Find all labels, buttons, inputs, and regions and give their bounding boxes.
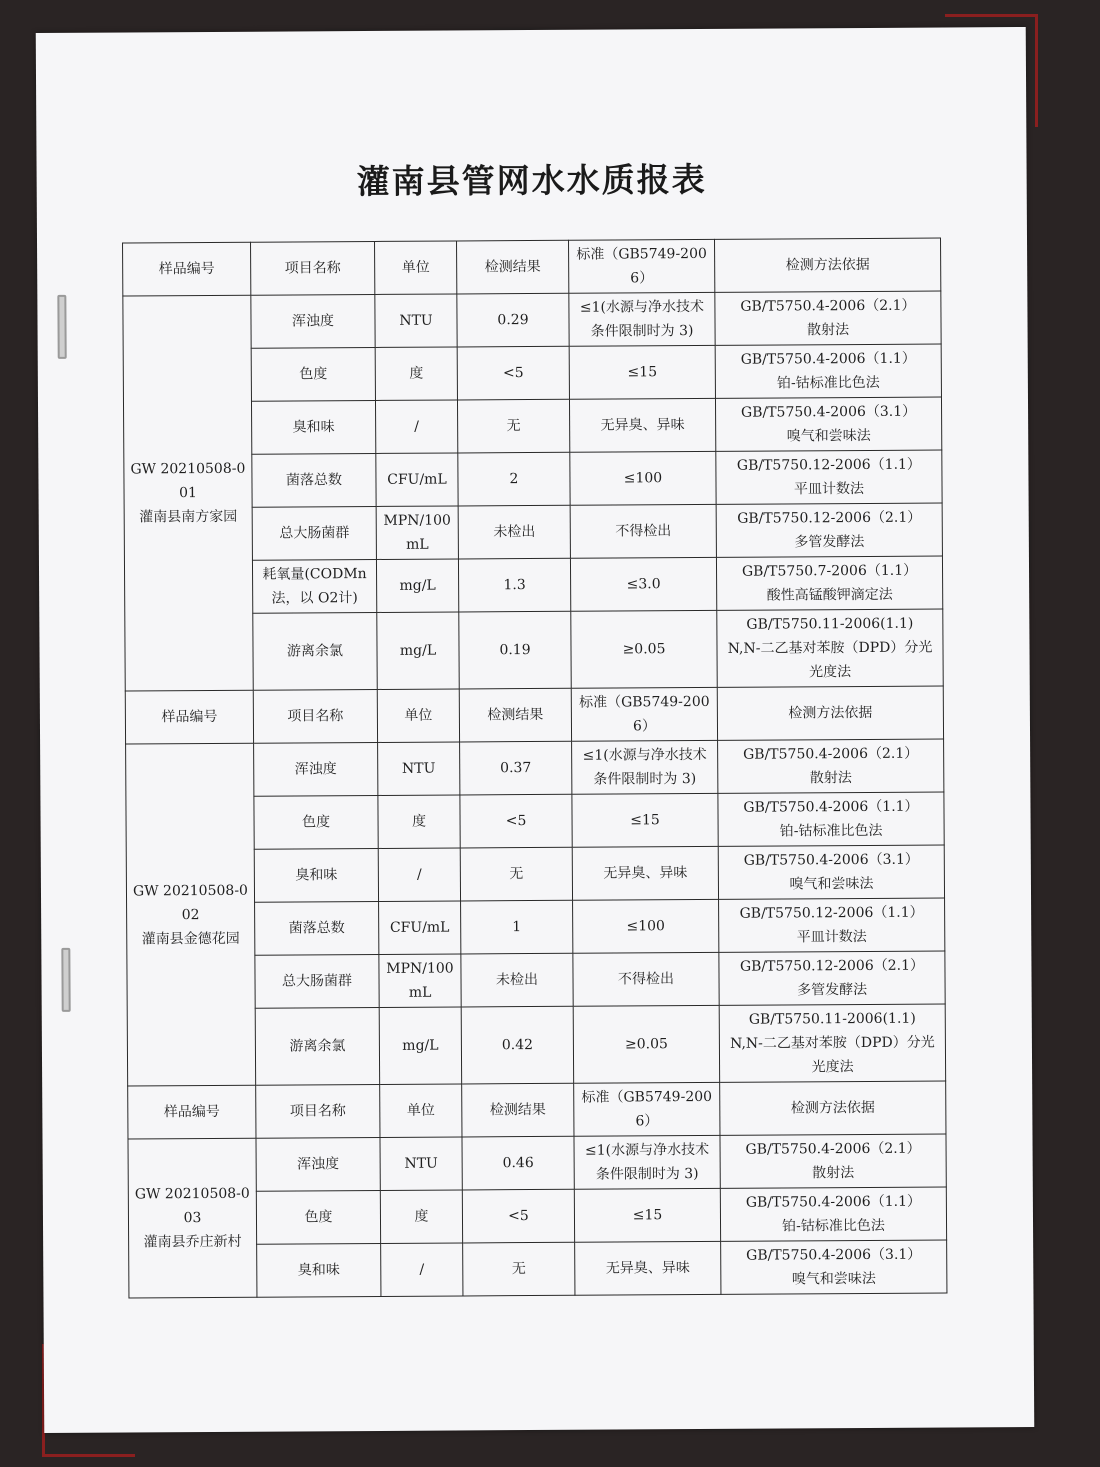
header-method: 检测方法依据 xyxy=(717,686,943,740)
method-name: 散射法 xyxy=(812,1165,855,1182)
method-cell xyxy=(715,291,941,345)
header-standard: 标准（GB5749-2006） xyxy=(569,239,715,293)
method-code: GB/T5750.4-2006（2.1） xyxy=(740,297,916,315)
sample-id: GW 20210508-002 xyxy=(132,882,248,923)
unit: mg/L xyxy=(379,1007,461,1084)
header-standard: 标准（GB5749-2006） xyxy=(571,687,717,741)
unit: CFU/mL xyxy=(376,453,458,506)
standard: ≤15 xyxy=(574,1188,720,1242)
result: 未检出 xyxy=(458,505,570,559)
method-name: 多管发酵法 xyxy=(794,533,865,551)
method-cell xyxy=(721,1240,947,1294)
item-name: 菌落总数 xyxy=(255,901,379,955)
header-item: 项目名称 xyxy=(256,1084,380,1138)
standard: ≤15 xyxy=(569,345,715,399)
method-code: GB/T5750.7-2006（1.1） xyxy=(741,562,918,580)
method-cell xyxy=(719,1004,945,1082)
method-name: 嗅气和尝味法 xyxy=(789,875,874,893)
method-code: GB/T5750.4-2006（2.1） xyxy=(745,1140,921,1158)
sample-site: 灌南县金德花园 xyxy=(141,930,240,947)
method-code: GB/T5750.12-2006（2.1） xyxy=(737,509,922,527)
method-code: GB/T5750.12-2006（1.1） xyxy=(736,456,921,474)
item-name: 耗氧量(CODMn法，以 O2计) xyxy=(252,559,376,613)
method-cell xyxy=(716,450,942,504)
method-name: 铂-钴标准比色法 xyxy=(779,822,883,840)
result: 1.3 xyxy=(458,558,570,612)
method-name: 多管发酵法 xyxy=(797,981,868,999)
item-name: 色度 xyxy=(251,347,375,401)
method-name: 嗅气和尝味法 xyxy=(786,427,871,445)
result: 0.29 xyxy=(457,293,569,347)
unit: MPN/100mL xyxy=(376,506,458,559)
header-result: 检测结果 xyxy=(462,1083,574,1137)
result: 0.37 xyxy=(460,741,572,795)
header-item: 项目名称 xyxy=(253,689,377,743)
sample-site: 灌南县南方家园 xyxy=(139,508,238,526)
result: 无 xyxy=(460,847,572,901)
header-method: 检测方法依据 xyxy=(715,238,941,292)
result: 0.19 xyxy=(459,611,571,689)
standard: 无异臭、异味 xyxy=(572,846,718,900)
sample-site: 灌南县乔庄新村 xyxy=(143,1233,242,1251)
method-cell xyxy=(718,739,944,793)
method-cell xyxy=(716,556,942,610)
method-code: GB/T5750.4-2006（3.1） xyxy=(746,1246,922,1264)
table-header-row xyxy=(125,686,943,744)
table-row xyxy=(128,1134,946,1192)
method-code: GB/T5750.12-2006（1.1） xyxy=(739,904,924,922)
header-sample-id: 样品编号 xyxy=(125,690,253,744)
standard: ≤3.0 xyxy=(570,557,716,611)
unit: 度 xyxy=(380,1190,462,1243)
header-method: 检测方法依据 xyxy=(720,1081,946,1135)
standard: 无异臭、异味 xyxy=(569,398,715,452)
header-unit: 单位 xyxy=(375,241,457,294)
method-cell xyxy=(717,609,943,687)
item-name: 游离余氯 xyxy=(255,1007,379,1085)
method-name: 嗅气和尝味法 xyxy=(791,1270,876,1288)
unit: / xyxy=(381,1243,463,1296)
item-name: 总大肠菌群 xyxy=(252,506,376,560)
staple xyxy=(57,295,66,359)
table-header-row xyxy=(128,1081,946,1139)
unit: mg/L xyxy=(376,559,458,612)
unit: NTU xyxy=(375,294,457,347)
standard: 不得检出 xyxy=(573,952,719,1006)
standard: ≤1(水源与净水技术条件限制时为 3) xyxy=(574,1135,720,1189)
item-name: 总大肠菌群 xyxy=(255,954,379,1008)
sample-id: GW 20210508-001 xyxy=(130,460,246,502)
unit: NTU xyxy=(378,742,460,795)
result: 未检出 xyxy=(461,953,573,1007)
result: <5 xyxy=(460,794,572,848)
method-cell xyxy=(715,397,941,451)
item-name: 色度 xyxy=(256,1190,380,1244)
result: <5 xyxy=(457,346,569,400)
unit: mg/L xyxy=(377,612,459,689)
header-item: 项目名称 xyxy=(251,241,375,295)
method-name: 酸性高锰酸钾滴定法 xyxy=(766,586,893,604)
result: 0.42 xyxy=(461,1006,573,1084)
item-name: 臭和味 xyxy=(251,400,375,454)
standard: ≤1(水源与净水技术条件限制时为 3) xyxy=(569,292,715,346)
unit: NTU xyxy=(380,1137,462,1190)
header-standard: 标准（GB5749-2006） xyxy=(574,1082,720,1136)
item-name: 色度 xyxy=(254,795,378,849)
standard: ≥0.05 xyxy=(571,610,717,688)
report-title: 灌南县管网水水质报表 xyxy=(356,159,707,202)
unit: 度 xyxy=(378,795,460,848)
item-name: 浑浊度 xyxy=(251,294,375,348)
item-name: 游离余氯 xyxy=(253,612,377,690)
unit: CFU/mL xyxy=(379,901,461,954)
method-cell xyxy=(719,951,945,1005)
method-code: GB/T5750.4-2006（3.1） xyxy=(743,851,919,869)
method-cell xyxy=(715,344,941,398)
method-code: GB/T5750.11-2006(1.1) xyxy=(746,615,914,633)
method-name: 平皿计数法 xyxy=(793,480,865,498)
table-row xyxy=(126,739,944,797)
table-header-row xyxy=(123,238,941,296)
method-code: GB/T5750.11-2006(1.1) xyxy=(748,1010,916,1028)
method-cell xyxy=(718,845,944,899)
standard: ≤1(水源与净水技术条件限制时为 3) xyxy=(572,740,718,794)
sample-cell xyxy=(126,743,256,1086)
item-name: 臭和味 xyxy=(254,848,378,902)
method-name: N,N-二乙基对苯胺（DPD）分光光度法 xyxy=(730,1034,935,1076)
item-name: 臭和味 xyxy=(257,1243,381,1297)
method-name: 散射法 xyxy=(807,322,850,339)
water-quality-table xyxy=(122,238,947,1299)
result: 1 xyxy=(461,900,573,954)
header-sample-id: 样品编号 xyxy=(123,242,251,296)
standard: 无异臭、异味 xyxy=(575,1241,721,1295)
unit: / xyxy=(378,848,460,901)
method-cell xyxy=(718,792,944,846)
header-unit: 单位 xyxy=(377,689,459,742)
paper-sheet xyxy=(36,27,1035,1433)
method-name: 铂-钴标准比色法 xyxy=(782,1217,885,1235)
sample-cell xyxy=(128,1138,257,1298)
unit: MPN/100mL xyxy=(379,954,461,1007)
standard: ≤15 xyxy=(572,793,718,847)
header-result: 检测结果 xyxy=(459,688,571,742)
standard: ≤100 xyxy=(570,451,716,505)
method-code: GB/T5750.4-2006（1.1） xyxy=(743,798,919,816)
method-code: GB/T5750.4-2006（1.1） xyxy=(740,350,916,368)
item-name: 菌落总数 xyxy=(252,453,376,507)
method-cell xyxy=(716,503,942,557)
result: 无 xyxy=(457,399,569,453)
header-result: 检测结果 xyxy=(457,240,569,294)
item-name: 浑浊度 xyxy=(254,742,378,796)
standard: ≥0.05 xyxy=(573,1005,719,1083)
method-code: GB/T5750.12-2006（2.1） xyxy=(739,957,925,975)
method-cell xyxy=(720,1134,946,1188)
method-code: GB/T5750.4-2006（3.1） xyxy=(740,403,917,421)
sample-cell xyxy=(123,295,253,691)
method-code: GB/T5750.4-2006（1.1） xyxy=(745,1193,921,1211)
method-cell xyxy=(719,898,945,952)
result: 无 xyxy=(463,1242,575,1296)
method-name: 平皿计数法 xyxy=(796,928,867,946)
staple xyxy=(61,948,70,1012)
method-name: N,N-二乙基对苯胺（DPD）分光光度法 xyxy=(727,639,933,681)
unit: 度 xyxy=(375,347,457,400)
item-name: 浑浊度 xyxy=(256,1137,380,1191)
result: 0.46 xyxy=(462,1136,574,1190)
sample-id: GW 20210508-003 xyxy=(134,1185,250,1227)
unit: / xyxy=(375,400,457,453)
method-code: GB/T5750.4-2006（2.1） xyxy=(743,745,919,763)
method-name: 散射法 xyxy=(809,770,852,787)
standard: ≤100 xyxy=(573,899,719,953)
standard: 不得检出 xyxy=(570,504,716,558)
header-sample-id: 样品编号 xyxy=(128,1085,256,1139)
result: <5 xyxy=(462,1189,574,1243)
result: 2 xyxy=(458,452,570,506)
method-cell xyxy=(720,1187,946,1241)
method-name: 铂-钴标准比色法 xyxy=(776,374,880,392)
table-row xyxy=(123,291,941,349)
header-unit: 单位 xyxy=(380,1084,462,1137)
